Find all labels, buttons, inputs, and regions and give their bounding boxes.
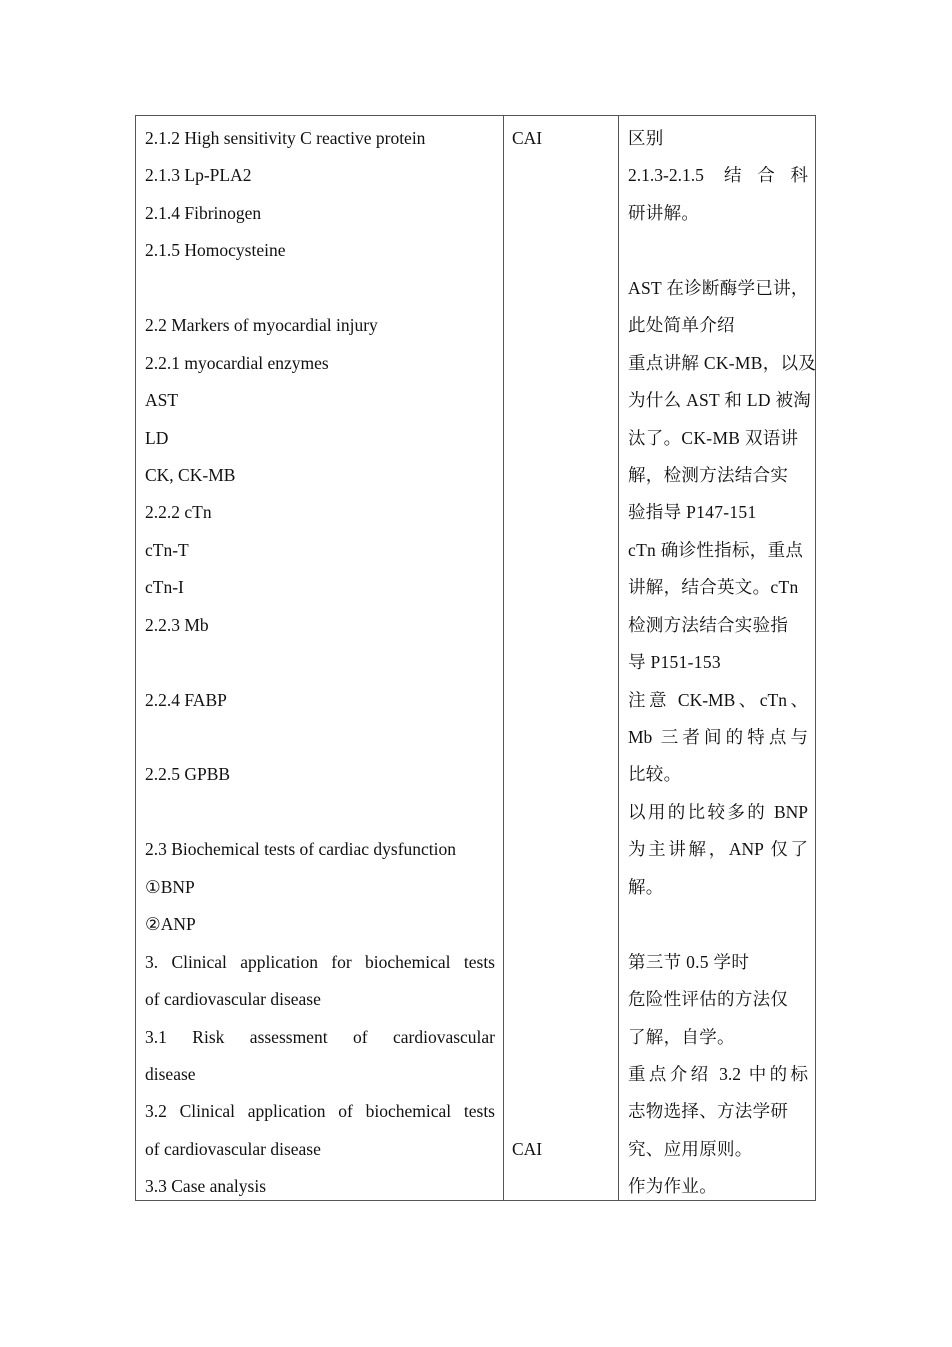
- column-divider: [618, 116, 619, 1200]
- notes-line: 志物选择、方法学研: [628, 1101, 789, 1122]
- content-line: cTn-T: [145, 539, 189, 560]
- notes-line: 作为作业。: [628, 1176, 717, 1197]
- content-line: 2.2.4 FABP: [145, 689, 227, 710]
- notes-line: 验指导 P147-151: [628, 502, 757, 523]
- content-line: [145, 794, 495, 831]
- content-line: AST: [145, 390, 179, 411]
- content-line: of cardiovascular disease: [145, 989, 321, 1010]
- content-line: 2.2.3 Mb: [145, 614, 209, 635]
- content-line: 2.2.1 myocardial enzymes: [145, 352, 329, 373]
- notes-line: 为什么 AST 和 LD 被淘: [628, 390, 812, 411]
- notes-line: Mb 三者间的特点与: [628, 727, 808, 747]
- content-line: [145, 644, 495, 681]
- notes-line: 第三节 0.5 学时: [628, 951, 750, 972]
- notes-line: 为主讲解，ANP 仅了: [628, 839, 808, 860]
- content-line: 2.1.4 Fibrinogen: [145, 202, 262, 223]
- notes-line: 究、应用原则。: [628, 1138, 753, 1159]
- notes-line: 比较。: [628, 764, 682, 785]
- content-line: [145, 270, 495, 307]
- content-line: 3.2 Clinical application of biochemical tests: [145, 1101, 495, 1122]
- lesson-plan-table: [135, 115, 816, 1201]
- method-column: [512, 120, 612, 1200]
- notes-line: 解。: [628, 876, 664, 897]
- content-line: [145, 719, 495, 756]
- column-divider: [503, 116, 504, 1200]
- content-line: 2.2.5 GPBB: [145, 764, 231, 785]
- content-column: [145, 120, 495, 1206]
- notes-line: 区别: [628, 128, 664, 148]
- content-line: 3. Clinical application for biochemical tests: [145, 951, 495, 972]
- notes-line: 重点介绍 3.2 中的标: [628, 1063, 808, 1084]
- notes-line: 解，检测方法结合实: [628, 464, 789, 485]
- method-cai-bottom: CAI: [512, 1139, 543, 1159]
- content-line: cTn-I: [145, 577, 184, 598]
- notes-line: 危险性评估的方法仅: [628, 989, 789, 1010]
- notes-line: 2.1.3-2.1.5 结合科: [628, 165, 808, 186]
- content-line: LD: [145, 427, 169, 448]
- method-cai-top: CAI: [512, 128, 543, 148]
- notes-line: 注意 CK-MB、cTn、: [628, 689, 808, 710]
- notes-line: [628, 232, 808, 269]
- notes-line: cTn 确诊性指标，重点: [628, 539, 804, 560]
- notes-line: 了解，自学。: [628, 1026, 735, 1047]
- content-line: 2.2.2 cTn: [145, 502, 212, 523]
- content-line: 3.1 Risk assessment of cardiovascular: [145, 1026, 495, 1047]
- content-line: CK, CK-MB: [145, 464, 236, 485]
- notes-line: AST 在诊断酶学已讲，: [628, 277, 809, 298]
- notes-line: 重点讲解 CK-MB，以及: [628, 352, 817, 373]
- content-line: ②ANP: [145, 914, 196, 935]
- notes-line: 研讲解。: [628, 202, 700, 223]
- content-line: ①BNP: [145, 876, 195, 897]
- content-line: 2.2 Markers of myocardial injury: [145, 315, 378, 336]
- notes-line: 汰了。CK-MB 双语讲: [628, 427, 799, 448]
- notes-line: 导 P151-153: [628, 652, 721, 673]
- content-line: 2.1.3 Lp-PLA2: [145, 165, 252, 186]
- content-line: disease: [145, 1063, 196, 1084]
- content-line: 2.3 Biochemical tests of cardiac dysfunction: [145, 839, 457, 860]
- notes-line: 以用的比较多的 BNP: [628, 801, 808, 822]
- notes-line: [628, 906, 808, 943]
- notes-column: [628, 120, 817, 1206]
- content-line: of cardiovascular disease: [145, 1138, 321, 1159]
- content-line: 2.1.2 High sensitivity C reactive protein: [145, 128, 426, 148]
- notes-line: 讲解，结合英文。cTn: [628, 577, 799, 598]
- notes-line: 检测方法结合实验指: [628, 614, 789, 635]
- notes-line: 此处简单介绍: [628, 315, 735, 336]
- content-line: 3.3 Case analysis: [145, 1176, 267, 1197]
- content-line: 2.1.5 Homocysteine: [145, 240, 286, 261]
